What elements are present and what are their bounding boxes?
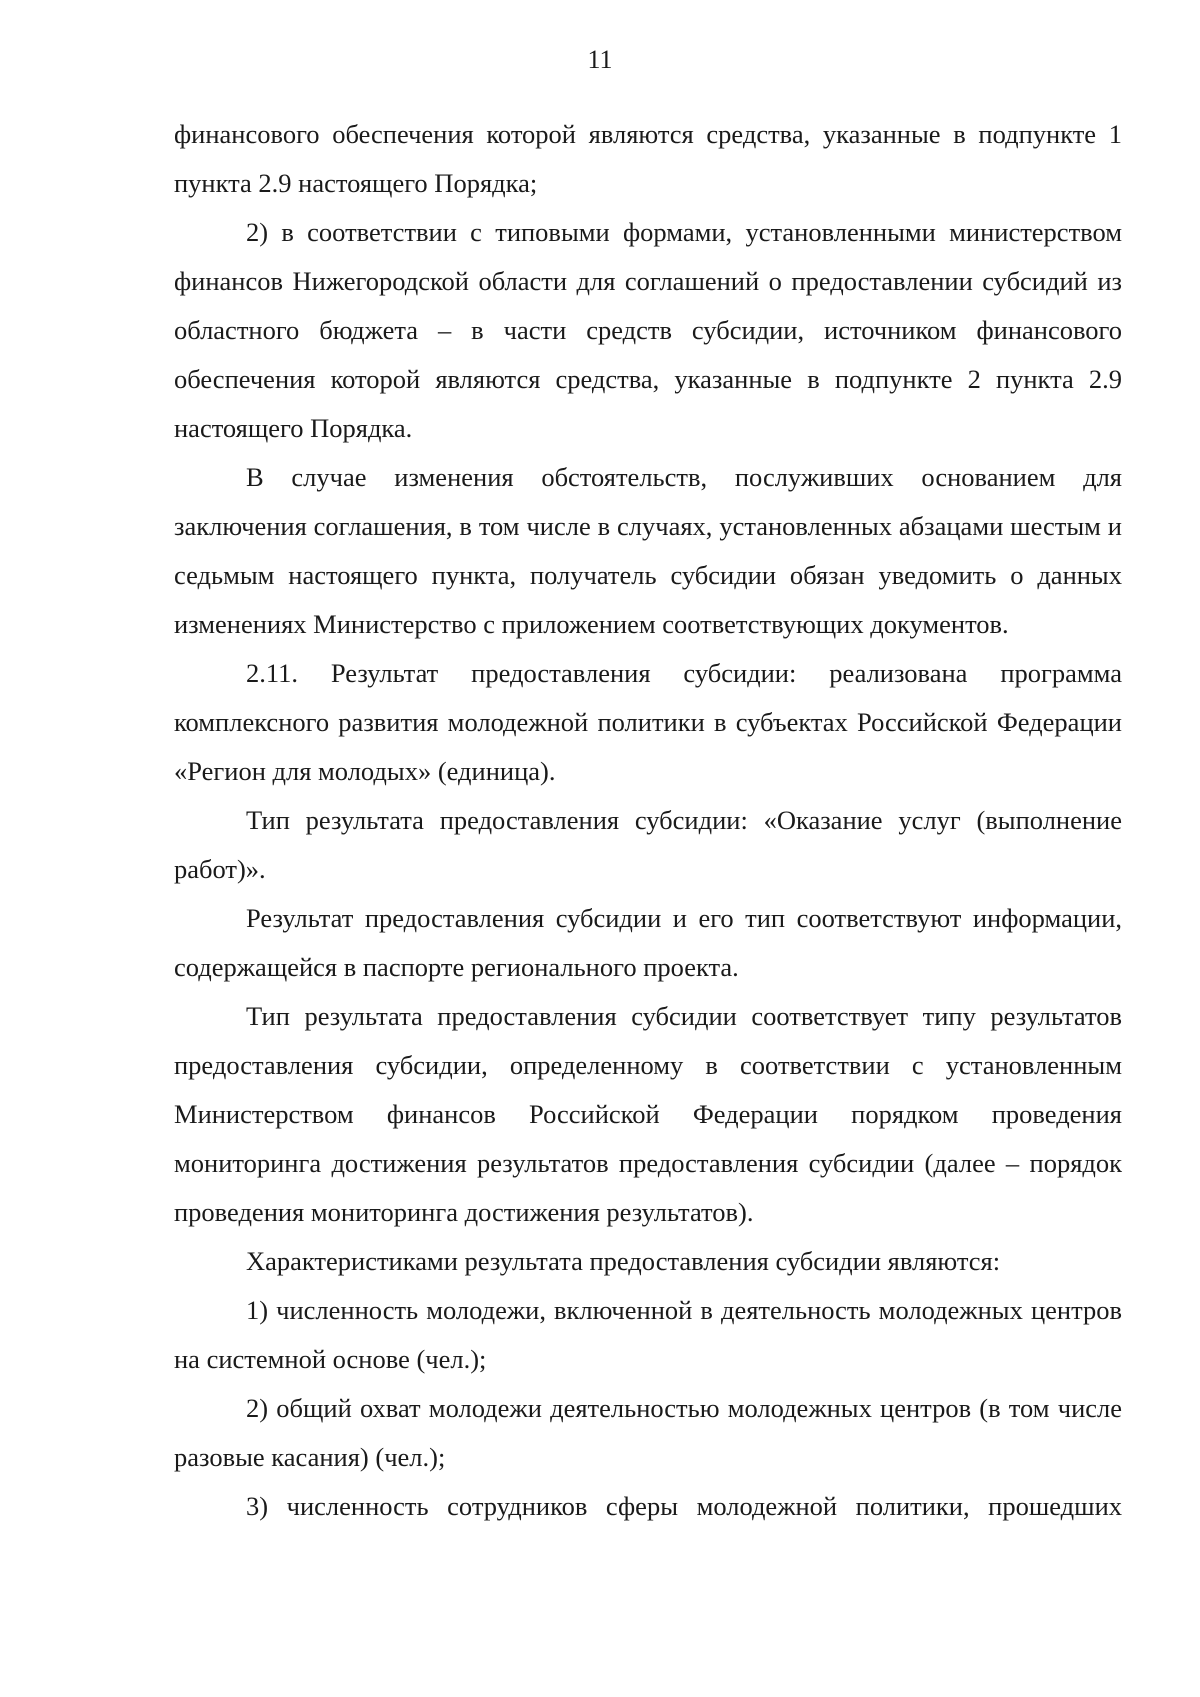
- page-number: 11: [587, 45, 613, 74]
- paragraph: 2) общий охват молодежи деятельностью молодежных центров (в том числе разовые касания) (чел.);: [174, 1393, 1122, 1472]
- paragraph: финансового обеспечения которой являются средства, указанные в подпункте 1 пункта 2.9 настоящего Порядка;: [174, 119, 1122, 198]
- paragraph: Результат предоставления субсидии и его тип соответствуют информации, содержащейся в паспорте регионального проекта.: [174, 903, 1122, 982]
- paragraph: 2) в соответствии с типовыми формами, установленными министерством финансов Нижегородской области для соглашений о предоставлении субсидий из областного бюджета – в части средств субсидии, источником финансового обеспечения которой являются средства, указанные в подпункте 2 пункта 2.9 настоящего Порядка.: [174, 217, 1122, 443]
- paragraph: Тип результата предоставления субсидии соответствует типу результатов предоставления субсидии, определенному в соответствии с установленным Министерством финансов Российской Федерации порядком проведения мониторинга достижения результатов предоставления субсидии (далее – порядок проведения мониторинга достижения результатов).: [174, 1001, 1122, 1227]
- document-body: [174, 110, 1122, 1531]
- paragraph: 3) численность сотрудников сферы молодежной политики, прошедших: [246, 1491, 1122, 1521]
- paragraph: Тип результата предоставления субсидии: «Оказание услуг (выполнение работ)».: [174, 805, 1122, 884]
- paragraph: Характеристиками результата предоставления субсидии являются:: [246, 1246, 1001, 1276]
- paragraph: В случае изменения обстоятельств, послуживших основанием для заключения соглашения, в том числе в случаях, установленных абзацами шестым и седьмым настоящего пункта, получатель субсидии обязан уведомить о данных изменениях Министерство с приложением соответствующих документов.: [174, 462, 1122, 639]
- paragraph: 2.11. Результат предоставления субсидии: реализована программа комплексного развития молодежной политики в субъектах Российской Федерации «Регион для молодых» (единица).: [174, 658, 1122, 786]
- paragraph: 1) численность молодежи, включенной в деятельность молодежных центров на системной основе (чел.);: [174, 1295, 1122, 1374]
